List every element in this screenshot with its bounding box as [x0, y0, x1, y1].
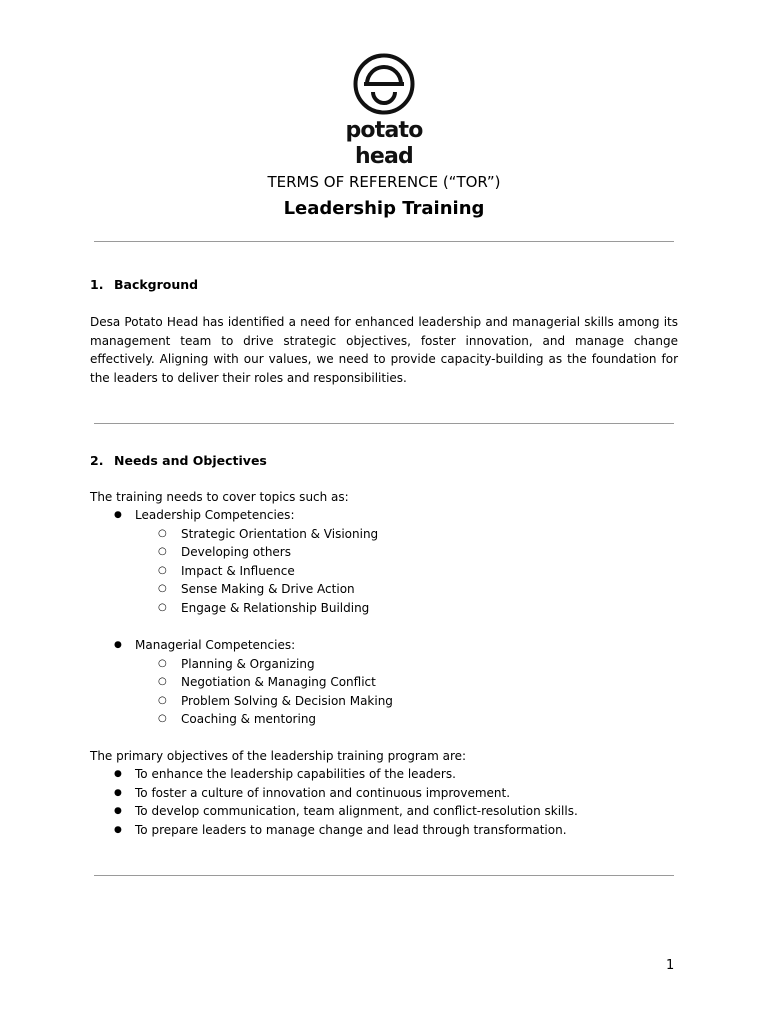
- list-item: ○ Negotiation & Managing Conflict: [0, 673, 393, 692]
- list-item: ○ Engage & Relationship Building: [0, 599, 378, 618]
- list-item: ○ Coaching & mentoring: [0, 710, 393, 729]
- divider: [94, 875, 674, 876]
- managerial-list: [0, 636, 393, 729]
- potato-head-logo: [326, 52, 442, 170]
- section-heading-needs: [90, 453, 267, 468]
- objectives-intro: The primary objectives of the leadership training program are:: [90, 749, 467, 763]
- list-item: ● To enhance the leadership capabilities of the leaders.: [0, 765, 578, 784]
- logo-wordmark: potato head: [345, 118, 423, 169]
- list-item: ○ Developing others: [0, 543, 378, 562]
- list-item: ○ Sense Making & Drive Action: [0, 580, 378, 599]
- needs-intro: The training needs to cover topics such as:: [90, 490, 349, 504]
- section-number: 2.: [90, 453, 104, 468]
- leadership-list: [0, 506, 378, 618]
- list-item: ● Managerial Competencies:: [0, 636, 393, 655]
- divider: [94, 423, 674, 424]
- potato-head-logo-icon: [351, 52, 417, 116]
- page-number: 1: [666, 958, 675, 973]
- list-item: ○ Impact & Influence: [0, 562, 378, 581]
- list-item: ○ Problem Solving & Decision Making: [0, 692, 393, 711]
- divider: [94, 241, 674, 242]
- tor-heading: TERMS OF REFERENCE (“TOR”): [267, 173, 501, 191]
- list-item: ● To foster a culture of innovation and continuous improvement.: [0, 784, 578, 803]
- list-item: ● To develop communication, team alignment, and conflict-resolution skills.: [0, 802, 578, 821]
- list-item: ● Leadership Competencies:: [0, 506, 378, 525]
- section-title: Needs and Objectives: [114, 453, 267, 468]
- document-title: Leadership Training: [283, 198, 485, 219]
- section-number: 1.: [90, 277, 104, 292]
- background-paragraph: Desa Potato Head has identified a need for enhanced leadership and managerial skills among its management team to drive strategic objectives, foster innovation, and manage change effectively. Aligning with our values, we need to provide capacity-building as the foundation for the leaders to deliver their roles and responsibilities.: [90, 315, 678, 386]
- objectives-list: [0, 765, 578, 839]
- section-heading-background: [90, 277, 198, 292]
- section-title: Background: [114, 277, 199, 292]
- list-item: ● To prepare leaders to manage change and lead through transformation.: [0, 821, 578, 840]
- list-item: ○ Planning & Organizing: [0, 655, 393, 674]
- list-item: ○ Strategic Orientation & Visioning: [0, 525, 378, 544]
